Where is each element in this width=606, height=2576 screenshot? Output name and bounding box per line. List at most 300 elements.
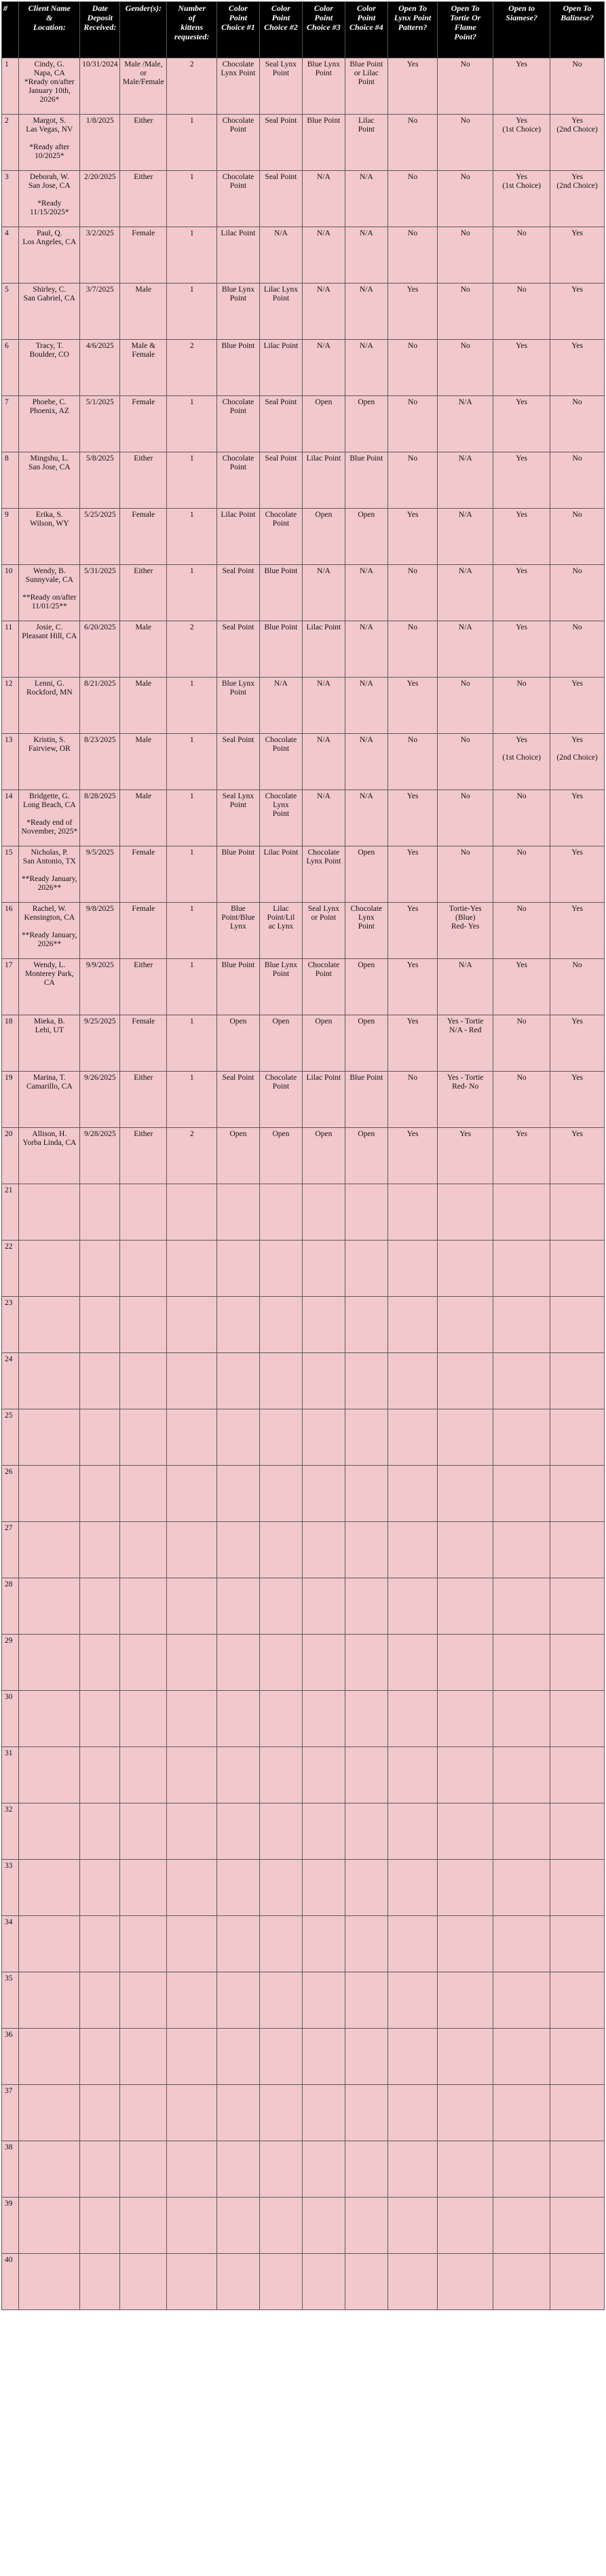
cell-genders[interactable]	[120, 284, 167, 340]
cell-open-to-lynx[interactable]	[387, 452, 437, 509]
cell-client-name-location[interactable]	[19, 1860, 80, 1916]
cell-row-number[interactable]	[2, 1353, 19, 1409]
cell-client-name-location[interactable]	[19, 959, 80, 1015]
cell-color-choice-4[interactable]	[345, 284, 387, 340]
cell-color-choice-1[interactable]	[216, 734, 259, 790]
cell-open-to-siamese[interactable]	[493, 1015, 550, 1072]
cell-color-choice-2[interactable]	[259, 846, 302, 903]
cell-open-to-balinese[interactable]	[550, 790, 605, 846]
cell-open-to-tortie-flame[interactable]	[438, 509, 493, 565]
cell-client-name-location[interactable]	[19, 1015, 80, 1072]
cell-date-deposit[interactable]	[80, 1353, 120, 1409]
cell-color-choice-4[interactable]	[345, 846, 387, 903]
cell-date-deposit[interactable]	[80, 509, 120, 565]
cell-open-to-siamese[interactable]	[493, 509, 550, 565]
cell-color-choice-2[interactable]	[259, 1860, 302, 1916]
cell-open-to-siamese[interactable]	[493, 115, 550, 171]
cell-open-to-siamese[interactable]	[493, 1466, 550, 1522]
cell-row-number[interactable]	[2, 734, 19, 790]
cell-open-to-lynx[interactable]	[387, 1578, 437, 1635]
cell-open-to-balinese[interactable]	[550, 340, 605, 396]
cell-number-of-kittens[interactable]	[167, 959, 216, 1015]
cell-client-name-location[interactable]	[19, 1578, 80, 1635]
cell-date-deposit[interactable]	[80, 1803, 120, 1860]
cell-color-choice-2[interactable]	[259, 1353, 302, 1409]
cell-client-name-location[interactable]	[19, 1916, 80, 1972]
cell-color-choice-1[interactable]	[216, 452, 259, 509]
cell-open-to-tortie-flame[interactable]	[438, 2085, 493, 2141]
cell-open-to-balinese[interactable]	[550, 1353, 605, 1409]
cell-open-to-siamese[interactable]	[493, 284, 550, 340]
cell-row-number[interactable]	[2, 1297, 19, 1353]
cell-row-number[interactable]	[2, 1466, 19, 1522]
cell-date-deposit[interactable]	[80, 1015, 120, 1072]
cell-color-choice-1[interactable]	[216, 565, 259, 621]
cell-open-to-siamese[interactable]	[493, 1860, 550, 1916]
cell-client-name-location[interactable]	[19, 1072, 80, 1128]
cell-genders[interactable]	[120, 621, 167, 678]
cell-client-name-location[interactable]	[19, 509, 80, 565]
cell-open-to-lynx[interactable]	[387, 1297, 437, 1353]
cell-open-to-siamese[interactable]	[493, 1635, 550, 1691]
cell-open-to-balinese[interactable]	[550, 1184, 605, 1241]
cell-open-to-balinese[interactable]	[550, 115, 605, 171]
cell-color-choice-1[interactable]	[216, 2085, 259, 2141]
cell-color-choice-4[interactable]	[345, 2029, 387, 2085]
cell-date-deposit[interactable]	[80, 565, 120, 621]
cell-number-of-kittens[interactable]	[167, 115, 216, 171]
cell-color-choice-2[interactable]	[259, 1635, 302, 1691]
cell-open-to-tortie-flame[interactable]	[438, 1803, 493, 1860]
cell-genders[interactable]	[120, 1241, 167, 1297]
cell-open-to-siamese[interactable]	[493, 227, 550, 284]
cell-open-to-lynx[interactable]	[387, 1184, 437, 1241]
cell-color-choice-2[interactable]	[259, 2254, 302, 2310]
cell-row-number[interactable]	[2, 1803, 19, 1860]
cell-open-to-tortie-flame[interactable]	[438, 1072, 493, 1128]
cell-color-choice-2[interactable]	[259, 2029, 302, 2085]
cell-color-choice-1[interactable]	[216, 227, 259, 284]
cell-row-number[interactable]	[2, 58, 19, 115]
cell-color-choice-4[interactable]	[345, 1184, 387, 1241]
cell-client-name-location[interactable]	[19, 2254, 80, 2310]
cell-open-to-lynx[interactable]	[387, 2141, 437, 2198]
cell-client-name-location[interactable]	[19, 2141, 80, 2198]
cell-color-choice-4[interactable]	[345, 565, 387, 621]
cell-genders[interactable]	[120, 565, 167, 621]
cell-row-number[interactable]	[2, 1128, 19, 1184]
cell-color-choice-2[interactable]	[259, 452, 302, 509]
cell-open-to-balinese[interactable]	[550, 1015, 605, 1072]
cell-date-deposit[interactable]	[80, 1691, 120, 1747]
cell-color-choice-3[interactable]	[302, 1972, 345, 2029]
cell-color-choice-2[interactable]	[259, 1972, 302, 2029]
cell-date-deposit[interactable]	[80, 115, 120, 171]
cell-client-name-location[interactable]	[19, 1353, 80, 1409]
cell-client-name-location[interactable]	[19, 565, 80, 621]
cell-open-to-lynx[interactable]	[387, 58, 437, 115]
cell-color-choice-1[interactable]	[216, 2198, 259, 2254]
cell-client-name-location[interactable]	[19, 790, 80, 846]
cell-open-to-balinese[interactable]	[550, 565, 605, 621]
cell-number-of-kittens[interactable]	[167, 1466, 216, 1522]
cell-number-of-kittens[interactable]	[167, 227, 216, 284]
cell-color-choice-2[interactable]	[259, 1241, 302, 1297]
cell-date-deposit[interactable]	[80, 846, 120, 903]
cell-color-choice-4[interactable]	[345, 1578, 387, 1635]
cell-color-choice-4[interactable]	[345, 1635, 387, 1691]
cell-genders[interactable]	[120, 1522, 167, 1578]
cell-color-choice-1[interactable]	[216, 340, 259, 396]
cell-open-to-lynx[interactable]	[387, 1353, 437, 1409]
cell-row-number[interactable]	[2, 959, 19, 1015]
cell-open-to-balinese[interactable]	[550, 734, 605, 790]
cell-open-to-balinese[interactable]	[550, 284, 605, 340]
cell-color-choice-4[interactable]	[345, 2141, 387, 2198]
cell-genders[interactable]	[120, 509, 167, 565]
cell-row-number[interactable]	[2, 1241, 19, 1297]
cell-client-name-location[interactable]	[19, 1747, 80, 1803]
cell-open-to-lynx[interactable]	[387, 678, 437, 734]
cell-color-choice-1[interactable]	[216, 790, 259, 846]
cell-open-to-tortie-flame[interactable]	[438, 58, 493, 115]
cell-client-name-location[interactable]	[19, 1803, 80, 1860]
cell-color-choice-4[interactable]	[345, 790, 387, 846]
cell-genders[interactable]	[120, 1972, 167, 2029]
cell-color-choice-2[interactable]	[259, 959, 302, 1015]
cell-row-number[interactable]	[2, 678, 19, 734]
cell-open-to-tortie-flame[interactable]	[438, 1297, 493, 1353]
cell-open-to-tortie-flame[interactable]	[438, 1409, 493, 1466]
cell-color-choice-2[interactable]	[259, 1747, 302, 1803]
cell-open-to-siamese[interactable]	[493, 790, 550, 846]
cell-color-choice-1[interactable]	[216, 171, 259, 227]
cell-date-deposit[interactable]	[80, 1466, 120, 1522]
cell-open-to-tortie-flame[interactable]	[438, 1691, 493, 1747]
cell-open-to-tortie-flame[interactable]	[438, 1015, 493, 1072]
cell-open-to-lynx[interactable]	[387, 1635, 437, 1691]
cell-open-to-siamese[interactable]	[493, 58, 550, 115]
cell-color-choice-4[interactable]	[345, 2198, 387, 2254]
cell-open-to-tortie-flame[interactable]	[438, 959, 493, 1015]
cell-color-choice-2[interactable]	[259, 115, 302, 171]
cell-color-choice-1[interactable]	[216, 903, 259, 959]
cell-open-to-balinese[interactable]	[550, 1578, 605, 1635]
cell-number-of-kittens[interactable]	[167, 2085, 216, 2141]
cell-open-to-balinese[interactable]	[550, 1972, 605, 2029]
cell-color-choice-3[interactable]	[302, 678, 345, 734]
cell-row-number[interactable]	[2, 115, 19, 171]
cell-color-choice-4[interactable]	[345, 1803, 387, 1860]
cell-number-of-kittens[interactable]	[167, 1691, 216, 1747]
cell-color-choice-1[interactable]	[216, 1803, 259, 1860]
cell-open-to-lynx[interactable]	[387, 1409, 437, 1466]
cell-number-of-kittens[interactable]	[167, 1635, 216, 1691]
cell-row-number[interactable]	[2, 509, 19, 565]
cell-open-to-siamese[interactable]	[493, 1072, 550, 1128]
cell-row-number[interactable]	[2, 790, 19, 846]
cell-number-of-kittens[interactable]	[167, 58, 216, 115]
cell-open-to-balinese[interactable]	[550, 1522, 605, 1578]
cell-color-choice-3[interactable]	[302, 1015, 345, 1072]
cell-number-of-kittens[interactable]	[167, 284, 216, 340]
cell-number-of-kittens[interactable]	[167, 734, 216, 790]
cell-color-choice-4[interactable]	[345, 903, 387, 959]
cell-open-to-siamese[interactable]	[493, 396, 550, 452]
cell-row-number[interactable]	[2, 1409, 19, 1466]
cell-row-number[interactable]	[2, 846, 19, 903]
cell-row-number[interactable]	[2, 2198, 19, 2254]
cell-genders[interactable]	[120, 2141, 167, 2198]
cell-color-choice-3[interactable]	[302, 565, 345, 621]
cell-number-of-kittens[interactable]	[167, 846, 216, 903]
cell-row-number[interactable]	[2, 1184, 19, 1241]
cell-color-choice-3[interactable]	[302, 790, 345, 846]
cell-client-name-location[interactable]	[19, 1241, 80, 1297]
cell-open-to-balinese[interactable]	[550, 1635, 605, 1691]
cell-open-to-balinese[interactable]	[550, 1241, 605, 1297]
cell-color-choice-2[interactable]	[259, 1409, 302, 1466]
cell-date-deposit[interactable]	[80, 1635, 120, 1691]
cell-number-of-kittens[interactable]	[167, 621, 216, 678]
cell-open-to-lynx[interactable]	[387, 903, 437, 959]
cell-color-choice-1[interactable]	[216, 678, 259, 734]
cell-client-name-location[interactable]	[19, 396, 80, 452]
cell-client-name-location[interactable]	[19, 2198, 80, 2254]
cell-row-number[interactable]	[2, 1015, 19, 1072]
cell-number-of-kittens[interactable]	[167, 1353, 216, 1409]
cell-open-to-tortie-flame[interactable]	[438, 1184, 493, 1241]
cell-open-to-balinese[interactable]	[550, 1128, 605, 1184]
cell-open-to-lynx[interactable]	[387, 1860, 437, 1916]
cell-client-name-location[interactable]	[19, 1972, 80, 2029]
cell-color-choice-1[interactable]	[216, 1128, 259, 1184]
cell-open-to-tortie-flame[interactable]	[438, 1466, 493, 1522]
cell-open-to-balinese[interactable]	[550, 678, 605, 734]
cell-open-to-siamese[interactable]	[493, 2085, 550, 2141]
cell-color-choice-3[interactable]	[302, 621, 345, 678]
cell-color-choice-4[interactable]	[345, 509, 387, 565]
cell-open-to-siamese[interactable]	[493, 2198, 550, 2254]
cell-open-to-lynx[interactable]	[387, 1522, 437, 1578]
cell-color-choice-4[interactable]	[345, 396, 387, 452]
cell-number-of-kittens[interactable]	[167, 2254, 216, 2310]
cell-genders[interactable]	[120, 678, 167, 734]
cell-color-choice-3[interactable]	[302, 1691, 345, 1747]
cell-number-of-kittens[interactable]	[167, 2198, 216, 2254]
cell-genders[interactable]	[120, 2254, 167, 2310]
cell-number-of-kittens[interactable]	[167, 903, 216, 959]
cell-open-to-balinese[interactable]	[550, 959, 605, 1015]
cell-row-number[interactable]	[2, 1522, 19, 1578]
cell-open-to-tortie-flame[interactable]	[438, 171, 493, 227]
cell-open-to-tortie-flame[interactable]	[438, 396, 493, 452]
cell-color-choice-2[interactable]	[259, 1522, 302, 1578]
cell-color-choice-4[interactable]	[345, 1972, 387, 2029]
cell-color-choice-3[interactable]	[302, 509, 345, 565]
cell-open-to-lynx[interactable]	[387, 171, 437, 227]
cell-color-choice-3[interactable]	[302, 1916, 345, 1972]
cell-open-to-siamese[interactable]	[493, 340, 550, 396]
cell-color-choice-3[interactable]	[302, 846, 345, 903]
cell-open-to-siamese[interactable]	[493, 2029, 550, 2085]
cell-number-of-kittens[interactable]	[167, 1916, 216, 1972]
cell-open-to-balinese[interactable]	[550, 227, 605, 284]
cell-open-to-lynx[interactable]	[387, 734, 437, 790]
cell-open-to-lynx[interactable]	[387, 1072, 437, 1128]
cell-color-choice-4[interactable]	[345, 58, 387, 115]
cell-genders[interactable]	[120, 790, 167, 846]
cell-color-choice-4[interactable]	[345, 1128, 387, 1184]
cell-color-choice-1[interactable]	[216, 1522, 259, 1578]
cell-open-to-siamese[interactable]	[493, 1522, 550, 1578]
cell-color-choice-4[interactable]	[345, 171, 387, 227]
cell-open-to-tortie-flame[interactable]	[438, 2029, 493, 2085]
cell-open-to-tortie-flame[interactable]	[438, 2141, 493, 2198]
cell-open-to-lynx[interactable]	[387, 396, 437, 452]
cell-date-deposit[interactable]	[80, 58, 120, 115]
cell-color-choice-1[interactable]	[216, 1072, 259, 1128]
cell-open-to-lynx[interactable]	[387, 1015, 437, 1072]
cell-color-choice-2[interactable]	[259, 1072, 302, 1128]
cell-open-to-tortie-flame[interactable]	[438, 1747, 493, 1803]
cell-date-deposit[interactable]	[80, 171, 120, 227]
cell-number-of-kittens[interactable]	[167, 1409, 216, 1466]
cell-color-choice-4[interactable]	[345, 1691, 387, 1747]
cell-date-deposit[interactable]	[80, 452, 120, 509]
cell-open-to-lynx[interactable]	[387, 790, 437, 846]
cell-color-choice-1[interactable]	[216, 1747, 259, 1803]
cell-client-name-location[interactable]	[19, 2085, 80, 2141]
cell-genders[interactable]	[120, 1128, 167, 1184]
cell-color-choice-1[interactable]	[216, 115, 259, 171]
cell-open-to-siamese[interactable]	[493, 903, 550, 959]
cell-date-deposit[interactable]	[80, 678, 120, 734]
cell-open-to-tortie-flame[interactable]	[438, 621, 493, 678]
cell-color-choice-1[interactable]	[216, 1916, 259, 1972]
cell-open-to-siamese[interactable]	[493, 1691, 550, 1747]
cell-color-choice-2[interactable]	[259, 2141, 302, 2198]
cell-open-to-balinese[interactable]	[550, 1691, 605, 1747]
cell-color-choice-4[interactable]	[345, 678, 387, 734]
cell-color-choice-3[interactable]	[302, 1860, 345, 1916]
cell-number-of-kittens[interactable]	[167, 1241, 216, 1297]
cell-color-choice-2[interactable]	[259, 621, 302, 678]
cell-open-to-lynx[interactable]	[387, 2198, 437, 2254]
cell-color-choice-2[interactable]	[259, 1015, 302, 1072]
cell-client-name-location[interactable]	[19, 1635, 80, 1691]
cell-genders[interactable]	[120, 1184, 167, 1241]
cell-open-to-balinese[interactable]	[550, 1466, 605, 1522]
cell-open-to-tortie-flame[interactable]	[438, 1522, 493, 1578]
cell-open-to-balinese[interactable]	[550, 396, 605, 452]
cell-open-to-balinese[interactable]	[550, 846, 605, 903]
cell-client-name-location[interactable]	[19, 58, 80, 115]
cell-color-choice-3[interactable]	[302, 2198, 345, 2254]
cell-row-number[interactable]	[2, 2029, 19, 2085]
cell-color-choice-3[interactable]	[302, 1803, 345, 1860]
cell-open-to-balinese[interactable]	[550, 903, 605, 959]
cell-open-to-siamese[interactable]	[493, 2141, 550, 2198]
cell-open-to-balinese[interactable]	[550, 58, 605, 115]
cell-color-choice-1[interactable]	[216, 1409, 259, 1466]
cell-date-deposit[interactable]	[80, 284, 120, 340]
cell-color-choice-2[interactable]	[259, 227, 302, 284]
cell-row-number[interactable]	[2, 227, 19, 284]
cell-genders[interactable]	[120, 1072, 167, 1128]
cell-row-number[interactable]	[2, 2085, 19, 2141]
cell-color-choice-3[interactable]	[302, 2141, 345, 2198]
cell-open-to-lynx[interactable]	[387, 2254, 437, 2310]
cell-open-to-tortie-flame[interactable]	[438, 340, 493, 396]
cell-color-choice-4[interactable]	[345, 1015, 387, 1072]
cell-open-to-siamese[interactable]	[493, 621, 550, 678]
cell-genders[interactable]	[120, 1916, 167, 1972]
cell-date-deposit[interactable]	[80, 2141, 120, 2198]
cell-open-to-tortie-flame[interactable]	[438, 284, 493, 340]
cell-row-number[interactable]	[2, 2141, 19, 2198]
cell-row-number[interactable]	[2, 621, 19, 678]
cell-open-to-tortie-flame[interactable]	[438, 1578, 493, 1635]
cell-open-to-tortie-flame[interactable]	[438, 1635, 493, 1691]
cell-color-choice-4[interactable]	[345, 452, 387, 509]
cell-number-of-kittens[interactable]	[167, 452, 216, 509]
cell-color-choice-1[interactable]	[216, 621, 259, 678]
cell-genders[interactable]	[120, 227, 167, 284]
cell-color-choice-3[interactable]	[302, 115, 345, 171]
cell-open-to-tortie-flame[interactable]	[438, 115, 493, 171]
cell-color-choice-3[interactable]	[302, 1635, 345, 1691]
cell-number-of-kittens[interactable]	[167, 1803, 216, 1860]
cell-number-of-kittens[interactable]	[167, 1072, 216, 1128]
cell-genders[interactable]	[120, 2029, 167, 2085]
cell-open-to-siamese[interactable]	[493, 1297, 550, 1353]
cell-open-to-siamese[interactable]	[493, 1409, 550, 1466]
cell-open-to-tortie-flame[interactable]	[438, 1241, 493, 1297]
cell-color-choice-1[interactable]	[216, 1297, 259, 1353]
cell-client-name-location[interactable]	[19, 678, 80, 734]
cell-open-to-siamese[interactable]	[493, 1184, 550, 1241]
cell-open-to-siamese[interactable]	[493, 1578, 550, 1635]
cell-open-to-balinese[interactable]	[550, 1297, 605, 1353]
cell-number-of-kittens[interactable]	[167, 1747, 216, 1803]
cell-open-to-lynx[interactable]	[387, 959, 437, 1015]
cell-date-deposit[interactable]	[80, 1184, 120, 1241]
cell-color-choice-3[interactable]	[302, 1747, 345, 1803]
cell-number-of-kittens[interactable]	[167, 171, 216, 227]
cell-row-number[interactable]	[2, 340, 19, 396]
cell-color-choice-3[interactable]	[302, 452, 345, 509]
cell-client-name-location[interactable]	[19, 1691, 80, 1747]
cell-color-choice-3[interactable]	[302, 396, 345, 452]
cell-color-choice-3[interactable]	[302, 1241, 345, 1297]
cell-color-choice-4[interactable]	[345, 340, 387, 396]
cell-open-to-tortie-flame[interactable]	[438, 1916, 493, 1972]
cell-open-to-tortie-flame[interactable]	[438, 452, 493, 509]
cell-open-to-balinese[interactable]	[550, 509, 605, 565]
cell-number-of-kittens[interactable]	[167, 565, 216, 621]
cell-number-of-kittens[interactable]	[167, 396, 216, 452]
cell-color-choice-1[interactable]	[216, 396, 259, 452]
cell-color-choice-4[interactable]	[345, 1747, 387, 1803]
cell-genders[interactable]	[120, 396, 167, 452]
cell-genders[interactable]	[120, 959, 167, 1015]
cell-client-name-location[interactable]	[19, 846, 80, 903]
cell-color-choice-2[interactable]	[259, 396, 302, 452]
cell-genders[interactable]	[120, 1353, 167, 1409]
cell-date-deposit[interactable]	[80, 734, 120, 790]
cell-client-name-location[interactable]	[19, 903, 80, 959]
